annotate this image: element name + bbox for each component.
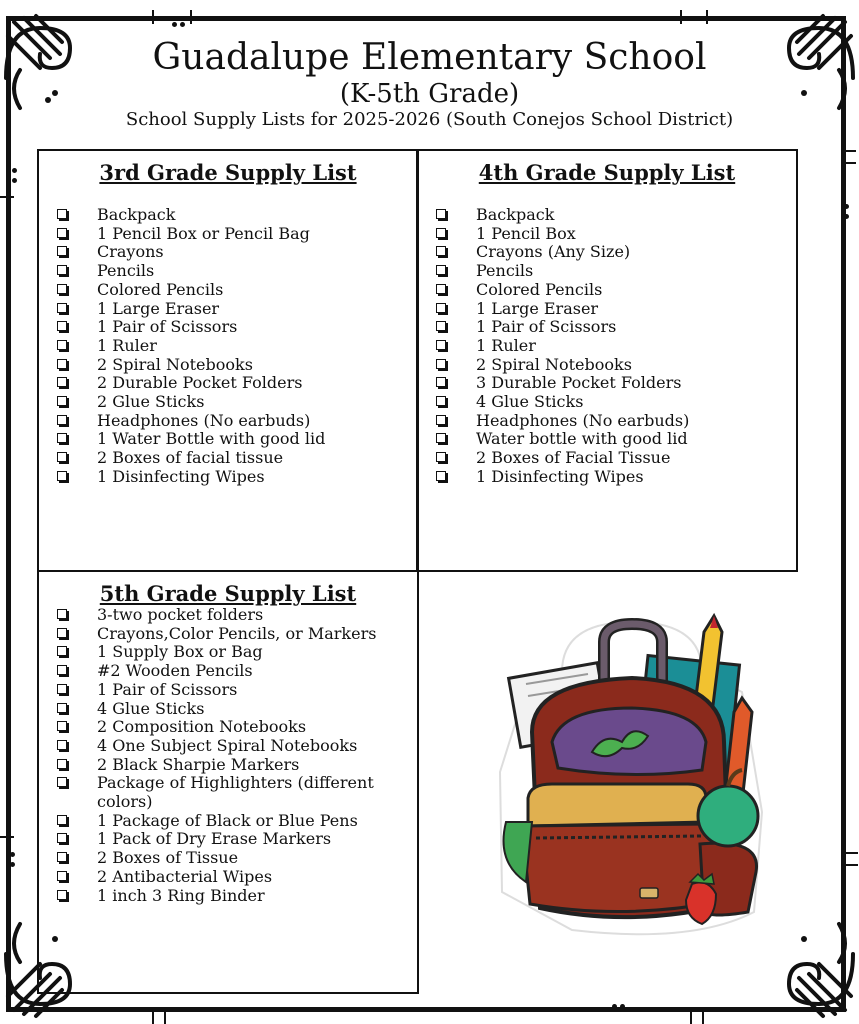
supply-item-label: 1 Pair of Scissors [97, 317, 238, 337]
checkbox-icon [436, 284, 446, 294]
supply-item [39, 849, 417, 868]
border-dot [844, 214, 849, 219]
supply-item [39, 756, 417, 775]
supply-item [39, 206, 417, 225]
supply-item [39, 449, 417, 468]
supply-item-label: 2 Durable Pocket Folders [97, 373, 303, 393]
border-dot [12, 168, 17, 173]
border-dot [172, 22, 177, 27]
supply-item [39, 262, 417, 281]
checkbox-icon [57, 684, 67, 694]
checkbox-icon [57, 452, 67, 462]
supply-item [39, 737, 417, 756]
supply-item [418, 374, 796, 393]
supply-item [39, 393, 417, 412]
supply-item [39, 430, 417, 449]
border-tick [152, 1010, 154, 1024]
supply-item-label: 1 Ruler [97, 335, 157, 355]
supply-item-label: Package of Highlighters (different colors) [97, 773, 374, 812]
page-title: Guadalupe Elementary School [152, 37, 707, 78]
supply-item [418, 449, 796, 468]
supply-item [418, 318, 796, 337]
checkbox-icon [57, 228, 67, 238]
supply-item [39, 412, 417, 431]
border-tick [842, 162, 856, 164]
supply-item [418, 225, 796, 244]
supply-item-label: Colored Pencils [476, 279, 603, 299]
border-dot [612, 1004, 617, 1009]
checkbox-icon [436, 433, 446, 443]
checkbox-icon [57, 415, 67, 425]
fifth-grade-heading: 5th Grade Supply List [99, 581, 357, 606]
supply-item-label: 2 Black Sharpie Markers [97, 754, 300, 774]
supply-item-label: 2 Antibacterial Wipes [97, 866, 273, 886]
supply-item-label: 4 One Subject Spiral Notebooks [97, 735, 358, 755]
supply-item-label: Headphones (No earbuds) [476, 410, 690, 430]
supply-item-label: 1 Large Eraser [97, 298, 220, 318]
checkbox-icon [57, 890, 67, 900]
supply-item-label: 4 Glue Sticks [97, 698, 205, 718]
checkbox-icon [436, 303, 446, 313]
supply-item [39, 830, 417, 849]
supply-item [39, 774, 417, 811]
supply-item [418, 262, 796, 281]
checkbox-icon [57, 759, 67, 769]
supply-item [39, 662, 417, 681]
border-tick [680, 10, 682, 24]
supply-item [39, 281, 417, 300]
supply-item-label: Pencils [97, 261, 155, 281]
checkbox-icon [57, 721, 67, 731]
supply-item-label: 1 Pack of Dry Erase Markers [97, 829, 332, 849]
third-grade-list [39, 206, 417, 487]
checkbox-icon [57, 703, 67, 713]
supply-item-label: Crayons (Any Size) [476, 242, 631, 262]
border-tick [842, 150, 856, 152]
supply-item-label: 1 Ruler [476, 335, 536, 355]
supply-item [39, 868, 417, 887]
checkbox-icon [57, 628, 67, 638]
supply-item-label: Backpack [97, 205, 176, 224]
fifth-grade-box [37, 570, 419, 994]
checkbox-icon [57, 359, 67, 369]
supply-item-label: 2 Glue Sticks [97, 392, 205, 412]
grade-range: (K-5th Grade) [339, 79, 520, 109]
checkbox-icon [436, 321, 446, 331]
supply-item [418, 393, 796, 412]
supply-item-label: 1 Pencil Box [476, 223, 576, 243]
checkbox-icon [57, 871, 67, 881]
supply-item-label: 2 Boxes of Tissue [97, 848, 239, 868]
supply-item-label: Headphones (No earbuds) [97, 410, 311, 430]
supply-item [39, 625, 417, 644]
supply-item-label: Water bottle with good lid [476, 429, 688, 449]
checkbox-icon [436, 415, 446, 425]
checkbox-icon [57, 265, 67, 275]
supply-item-label: 2 Spiral Notebooks [97, 354, 253, 374]
checkbox-icon [57, 665, 67, 675]
supply-item [39, 887, 417, 906]
supply-item-label: Crayons,Color Pencils, or Markers [97, 623, 377, 643]
supply-item [39, 225, 417, 244]
border-tick [844, 864, 858, 866]
supply-item-label: 3-two pocket folders [97, 605, 264, 624]
border-dot [12, 178, 17, 183]
checkbox-icon [57, 740, 67, 750]
border-dot [180, 22, 185, 27]
border-tick [0, 836, 14, 838]
border-dot [10, 852, 15, 857]
checkbox-icon [436, 209, 446, 219]
supply-item [418, 300, 796, 319]
checkbox-icon [436, 452, 446, 462]
supply-item [39, 700, 417, 719]
checkbox-icon [436, 265, 446, 275]
fourth-grade-heading: 4th Grade Supply List [478, 160, 736, 185]
supply-item [418, 243, 796, 262]
supply-item [418, 356, 796, 375]
fourth-grade-box [416, 149, 798, 572]
checkbox-icon [57, 321, 67, 331]
supply-item [418, 430, 796, 449]
border-tick [706, 10, 708, 24]
supply-item-label: 1 Disinfecting Wipes [476, 466, 644, 486]
border-dot [844, 204, 849, 209]
supply-item-label: 4 Glue Sticks [476, 392, 584, 412]
supply-item-label: 1 inch 3 Ring Binder [97, 885, 265, 905]
supply-item-label: Crayons [97, 242, 164, 262]
supply-item-label: 1 Disinfecting Wipes [97, 466, 265, 486]
supply-item [39, 812, 417, 831]
checkbox-icon [436, 396, 446, 406]
supply-item [39, 374, 417, 393]
fifth-grade-list [39, 606, 417, 905]
checkbox-icon [436, 340, 446, 350]
border-dot [10, 862, 15, 867]
checkbox-icon [436, 246, 446, 256]
supply-item [418, 206, 796, 225]
supply-item-label: #2 Wooden Pencils [97, 661, 253, 681]
supply-item [39, 468, 417, 487]
supply-item-label: 1 Pair of Scissors [476, 317, 617, 337]
supply-item [39, 356, 417, 375]
checkbox-icon [57, 396, 67, 406]
supply-item [39, 318, 417, 337]
supply-item-label: 1 Package of Black or Blue Pens [97, 810, 358, 830]
checkbox-icon [436, 359, 446, 369]
supply-item [418, 468, 796, 487]
fourth-grade-list [418, 206, 796, 487]
checkbox-icon [57, 340, 67, 350]
border-tick [0, 196, 14, 198]
supply-item [39, 300, 417, 319]
supply-item [39, 337, 417, 356]
page-subtitle: School Supply Lists for 2025-2026 (South Conejos School District) [125, 109, 734, 130]
supply-item [418, 337, 796, 356]
checkbox-icon [436, 471, 446, 481]
supply-item-label: 1 Large Eraser [476, 298, 599, 318]
supply-item-label: Pencils [476, 261, 534, 281]
checkbox-icon [57, 609, 67, 619]
supply-item [39, 243, 417, 262]
border-tick [690, 1010, 692, 1024]
checkbox-icon [57, 815, 67, 825]
supply-item [39, 718, 417, 737]
checkbox-icon [57, 833, 67, 843]
border-tick [702, 1010, 704, 1024]
border-tick [152, 10, 154, 24]
checkbox-icon [57, 284, 67, 294]
third-grade-heading: 3rd Grade Supply List [99, 160, 357, 185]
checkbox-icon [57, 246, 67, 256]
supply-item-label: 3 Durable Pocket Folders [476, 373, 682, 393]
border-tick [190, 10, 192, 24]
supply-item [39, 643, 417, 662]
checkbox-icon [57, 646, 67, 656]
supply-item [39, 606, 417, 625]
supply-item [418, 281, 796, 300]
supply-item-label: Colored Pencils [97, 279, 224, 299]
border-tick [844, 852, 858, 854]
supply-item-label: 2 Composition Notebooks [97, 717, 307, 737]
border-tick [164, 1010, 166, 1024]
checkbox-icon [57, 777, 67, 787]
checkbox-icon [436, 377, 446, 387]
supply-item-label: 1 Pencil Box or Pencil Bag [97, 223, 310, 243]
supply-item-label: 2 Spiral Notebooks [476, 354, 632, 374]
checkbox-icon [57, 433, 67, 443]
border-dot [620, 1004, 625, 1009]
third-grade-box [37, 149, 419, 572]
supply-item-label: 1 Supply Box or Bag [97, 642, 263, 662]
checkbox-icon [57, 471, 67, 481]
supply-item-label: 2 Boxes of facial tissue [97, 448, 284, 468]
supply-item-label: 1 Water Bottle with good lid [97, 429, 326, 449]
backpack-icon [492, 612, 772, 944]
supply-item-label: 1 Pair of Scissors [97, 679, 238, 699]
checkbox-icon [436, 228, 446, 238]
checkbox-icon [57, 852, 67, 862]
checkbox-icon [57, 209, 67, 219]
supply-item [418, 412, 796, 431]
checkbox-icon [57, 377, 67, 387]
checkbox-icon [57, 303, 67, 313]
supply-item [39, 681, 417, 700]
supply-item-label: Backpack [476, 205, 555, 224]
supply-item-label: 2 Boxes of Facial Tissue [476, 448, 671, 468]
